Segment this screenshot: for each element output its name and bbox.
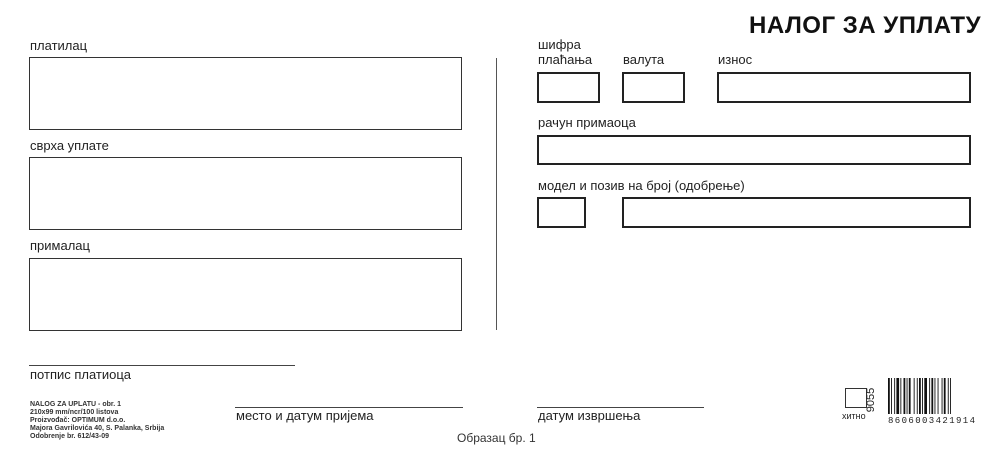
purpose-label: сврха уплате xyxy=(30,138,109,153)
payer-signature-label: потпис платиоца xyxy=(30,367,132,382)
barcode-bar xyxy=(904,378,906,414)
barcode-bar xyxy=(924,378,927,414)
side-code xyxy=(865,381,886,421)
barcode-bar xyxy=(942,378,943,414)
barcode-bar xyxy=(907,378,908,414)
barcode-bars xyxy=(888,378,970,414)
amount-field[interactable] xyxy=(717,72,971,103)
barcode-bar xyxy=(896,378,899,414)
recipient-field[interactable] xyxy=(29,258,462,331)
currency-label: валута xyxy=(623,52,665,67)
barcode-bar xyxy=(900,378,901,414)
payment-code-label xyxy=(538,37,592,67)
amount-label: износ xyxy=(718,52,753,67)
place-date-received-label: место и датум пријема xyxy=(236,408,374,423)
barcode-bar xyxy=(935,378,936,414)
barcode-bar xyxy=(922,378,923,414)
payer-signature-line[interactable] xyxy=(29,365,295,366)
recipient-account-label: рачун примаоца xyxy=(538,115,636,130)
side-code-text: 9055 xyxy=(865,387,878,413)
barcode-bar xyxy=(950,378,951,414)
reference-number-field[interactable] xyxy=(622,197,971,228)
barcode-bar xyxy=(917,378,918,414)
barcode-bar xyxy=(931,378,933,414)
imprint-line: Majora Gavrilovića 40, S. Palanka, Srbija xyxy=(30,425,165,432)
model-field[interactable] xyxy=(537,197,586,228)
barcode xyxy=(888,378,977,434)
recipient-label: прималац xyxy=(30,238,90,253)
barcode-bar xyxy=(909,378,911,414)
barcode-bar xyxy=(919,378,921,414)
form-title: НАЛОГ ЗА УПЛАТУ xyxy=(749,12,982,39)
barcode-bar xyxy=(894,378,895,414)
imprint-line: 210x99 mm/ncr/100 listova xyxy=(30,409,119,416)
payer-field[interactable] xyxy=(29,57,462,130)
payment-code-label-line1: шифра xyxy=(538,37,581,52)
currency-field[interactable] xyxy=(622,72,685,103)
barcode-number: 8606003421914 xyxy=(888,416,977,426)
urgent-checkbox[interactable] xyxy=(845,388,867,408)
barcode-bar xyxy=(948,378,949,414)
payment-code-field[interactable] xyxy=(537,72,600,103)
recipient-account-field[interactable] xyxy=(537,135,971,165)
payer-label: платилац xyxy=(30,38,88,53)
model-reference-label: модел и позив на број (одобрење) xyxy=(538,178,745,193)
printer-imprint xyxy=(30,401,164,441)
execution-date-label: датум извршења xyxy=(538,408,641,423)
urgent-label: хитно xyxy=(842,411,866,421)
barcode-bar xyxy=(888,378,890,414)
form-number: Образац бр. 1 xyxy=(457,431,536,445)
barcode-bar xyxy=(914,378,915,414)
barcode-bar xyxy=(944,378,946,414)
column-divider xyxy=(496,58,497,330)
imprint-line: Proizvođač: OPTIMUM d.o.o. xyxy=(30,417,126,424)
imprint-line: Odobrenje br. 612/43-09 xyxy=(30,433,109,440)
purpose-field[interactable] xyxy=(29,157,462,230)
imprint-line: NALOG ZA UPLATU - obr. 1 xyxy=(30,401,121,408)
barcode-bar xyxy=(938,378,939,414)
barcode-bar xyxy=(891,378,892,414)
barcode-bar xyxy=(929,378,930,414)
payment-code-label-line2: плаћања xyxy=(538,52,593,67)
